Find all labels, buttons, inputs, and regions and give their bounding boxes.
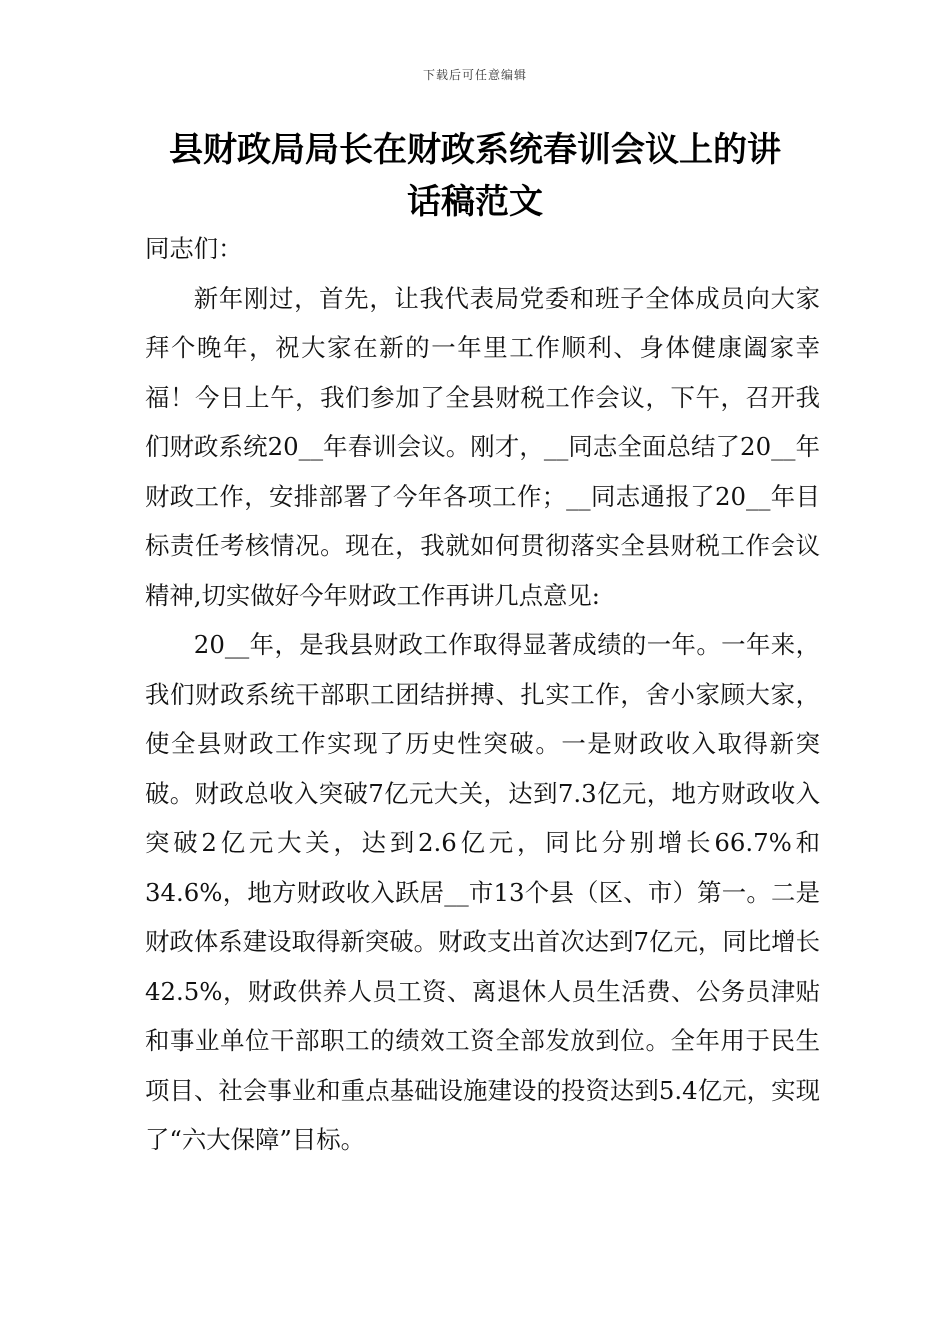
document-body	[145, 224, 820, 1165]
document-title	[140, 124, 810, 228]
paragraph-1: 新年刚过，首先，让我代表局党委和班子全体成员向大家拜个晚年，祝大家在新的一年里工作顺利、身体健康阖家幸福！今日上午，我们参加了全县财税工作会议，下午，召开我们财政系统20__年春训会议。刚才，__同志全面总结了20__年财政工作，安排部署了今年各项工作；__同志通报了20__年目标责任考核情况。现在，我就如何贯彻落实全县财税工作会议精神,切实做好今年财政工作再讲几点意见:	[145, 283, 820, 610]
title-line-1: 县财政局局长在财政系统春训会议上的讲	[169, 130, 781, 170]
paragraph-2: 20__年，是我县财政工作取得显著成绩的一年。一年来，我们财政系统干部职工团结拼搏、扎实工作，舍小家顾大家，使全县财政工作实现了历史性突破。一是财政收入取得新突破。财政总收入突破7亿元大关，达到7.3亿元，地方财政收入突破2亿元大关，达到2.6亿元，同比分别增长66.7%和34.6%，地方财政收入跃居__市13个县（区、市）第一。二是财政体系建设取得新突破。财政支出首次达到7亿元，同比增长42.5%，财政供养人员工资、离退休人员生活费、公务员津贴和事业单位干部职工的绩效工资全部发放到位。全年用于民生项目、社会事业和重点基础设施建设的投资达到5.4亿元，实现了“六大保障”目标。	[145, 630, 820, 1154]
header-note: 下载后可任意编辑	[422, 68, 527, 82]
title-line-2: 话稿范文	[407, 182, 543, 222]
salutation: 同志们：	[145, 234, 243, 263]
